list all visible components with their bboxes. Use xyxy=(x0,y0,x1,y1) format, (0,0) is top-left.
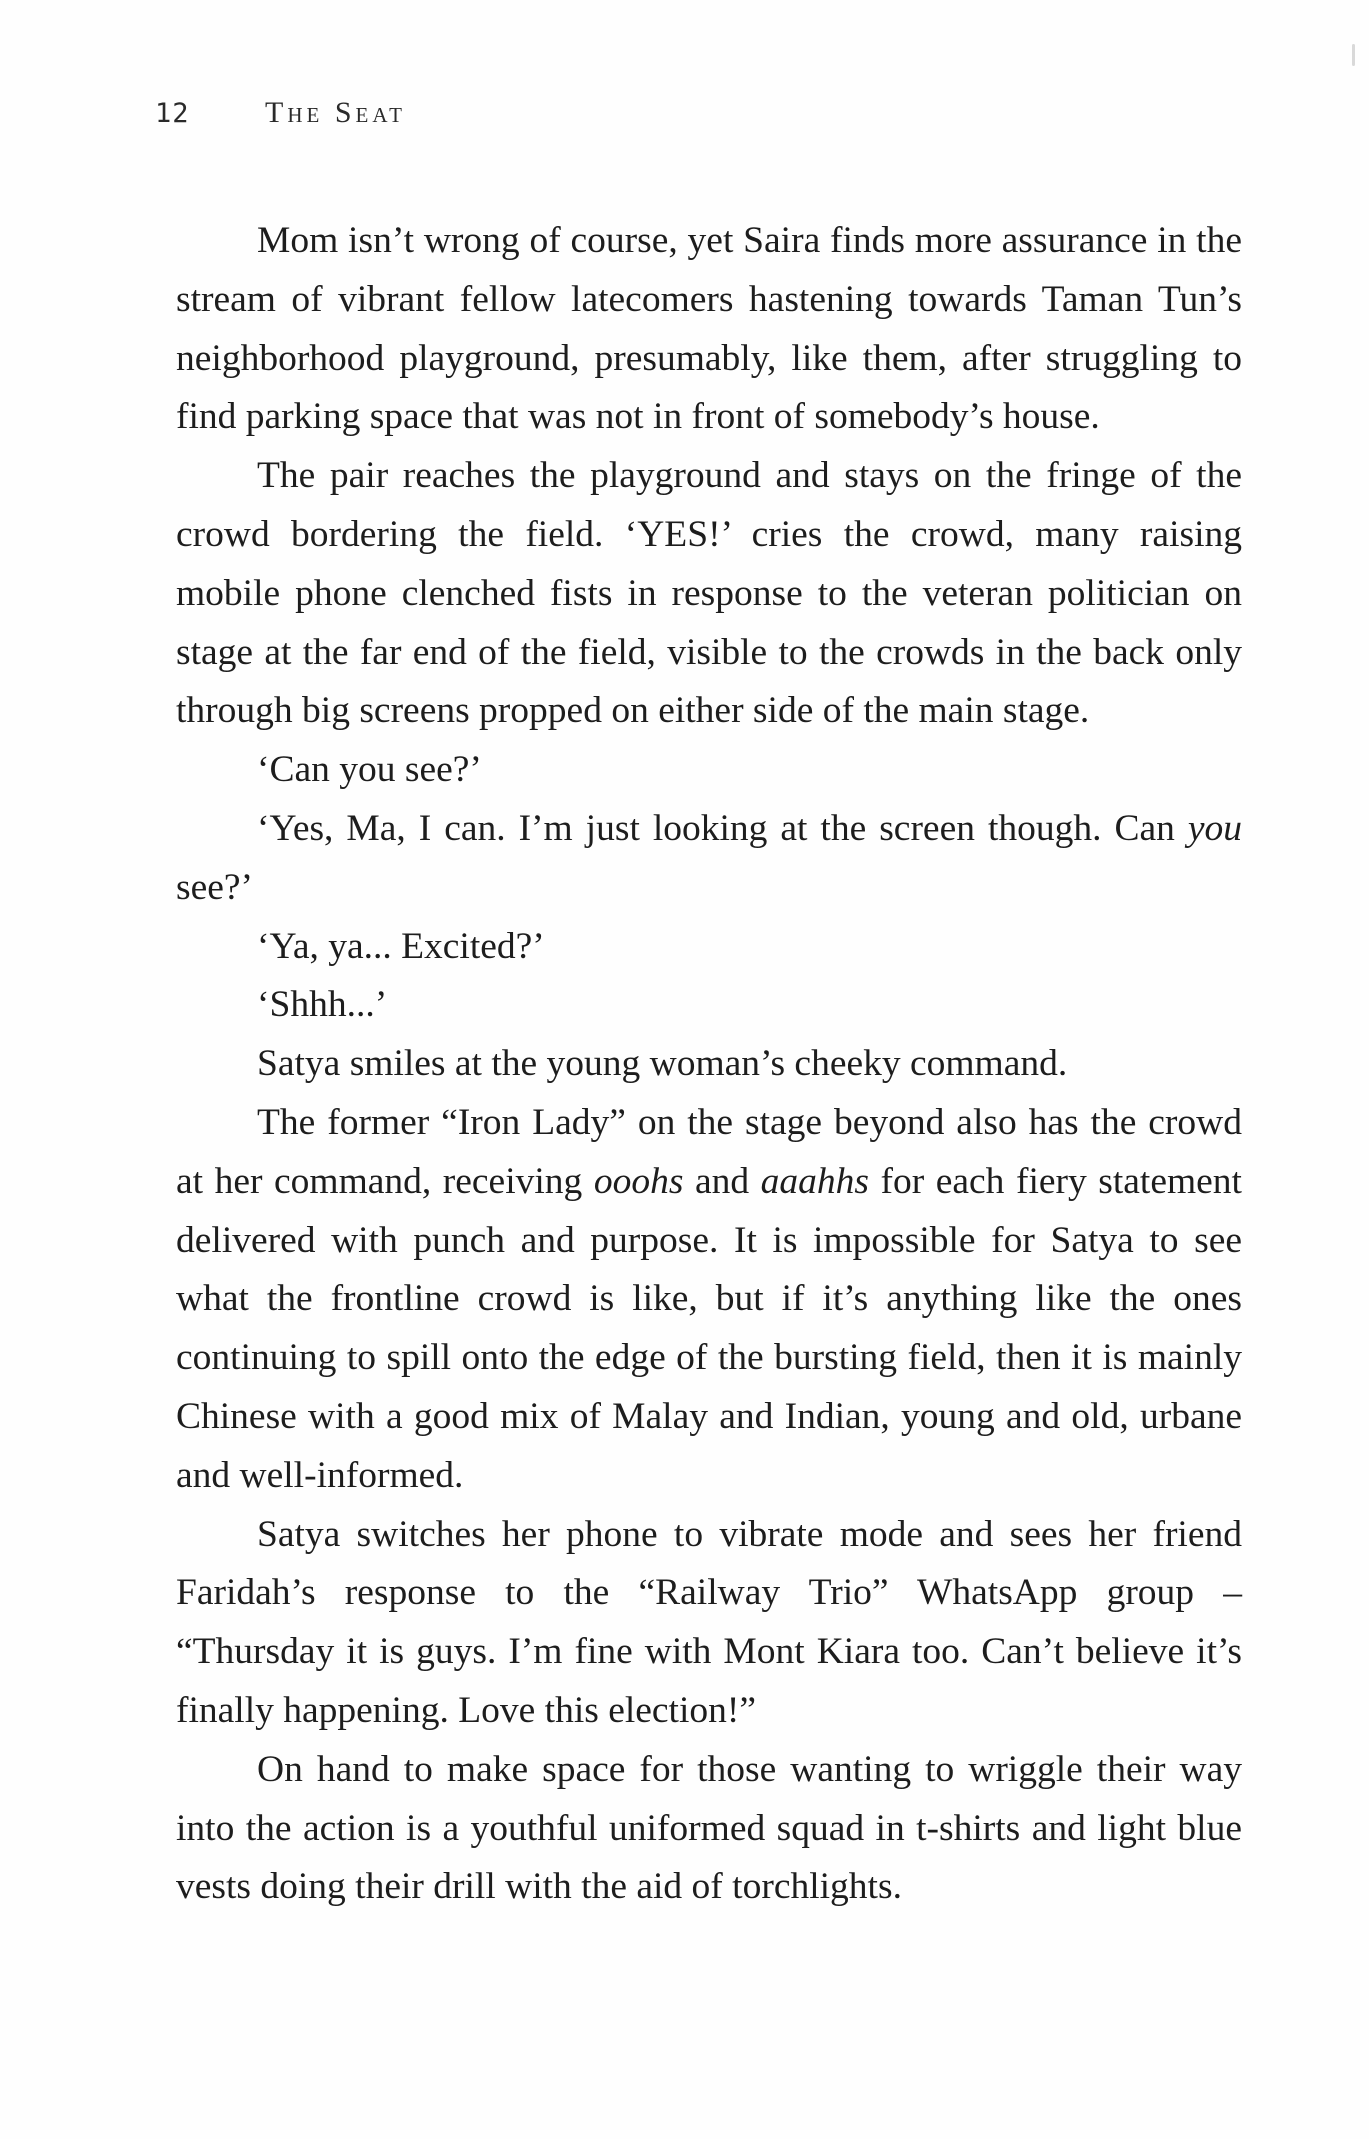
scan-artifact xyxy=(1352,44,1355,66)
text-run: and xyxy=(683,1160,761,1202)
body-text xyxy=(176,212,1242,1917)
text-run: see?’ xyxy=(176,866,254,908)
dialogue-line xyxy=(176,800,1242,918)
paragraph: Satya switches her phone to vibrate mode and sees her friend Faridah’s response to the “Railway Trio” WhatsApp group – “Thursday it is guys. I’m fine with Mont Kiara too. Can’t believe it’s finally happening. Love this election!” xyxy=(176,1513,1242,1731)
emphasis: ooohs xyxy=(593,1160,684,1202)
paragraph: On hand to make space for those wanting to wriggle their way into the action is a youthful uniformed squad in t-shirts and light blue vests doing their drill with the aid of torchlights. xyxy=(176,1748,1242,1908)
paragraph: The pair reaches the playground and stays on the fringe of the crowd bordering the field. ‘YES!’ cries the crowd, many raising mobile phone clenched fists in response to the veteran politician on stage at the far end of the field, visible to the crowds in the back only through big screens propped on either side of the main stage. xyxy=(176,455,1242,732)
dialogue-line: ‘Can you see?’ xyxy=(257,749,482,791)
text-run: ‘Yes, Ma, I can. I’m just looking at the screen though. Can xyxy=(257,807,1188,849)
emphasis: you xyxy=(1187,807,1242,849)
text-run: The former “Iron Lady” on the stage beyond also has the crowd at her command, receiving xyxy=(176,1101,1242,1202)
dialogue-line: ‘Ya, ya... Excited?’ xyxy=(257,925,545,967)
text-run: for each fiery statement delivered with punch and purpose. It is impossible for Satya to see what the frontline crowd is like, but if it’s anything like the ones continuing to spill onto the edge of the bursting field, then it is mainly Chinese with a good mix of Malay and Indian, young and old, urbane and well-informed. xyxy=(176,1160,1242,1496)
page-number: 12 xyxy=(155,98,190,129)
paragraph: Satya smiles at the young woman’s cheeky command. xyxy=(257,1043,1068,1085)
book-title: The Seat xyxy=(265,96,406,129)
emphasis: aaahhs xyxy=(760,1160,869,1202)
paragraph xyxy=(176,1094,1242,1506)
dialogue-line: ‘Shhh...’ xyxy=(257,984,388,1026)
running-head xyxy=(155,96,406,130)
paragraph: Mom isn’t wrong of course, yet Saira finds more assurance in the stream of vibrant fellow latecomers hastening towards Taman Tun’s neighborhood playground, presumably, like them, after struggling to find parking space that was not in front of somebody’s house. xyxy=(176,220,1242,438)
